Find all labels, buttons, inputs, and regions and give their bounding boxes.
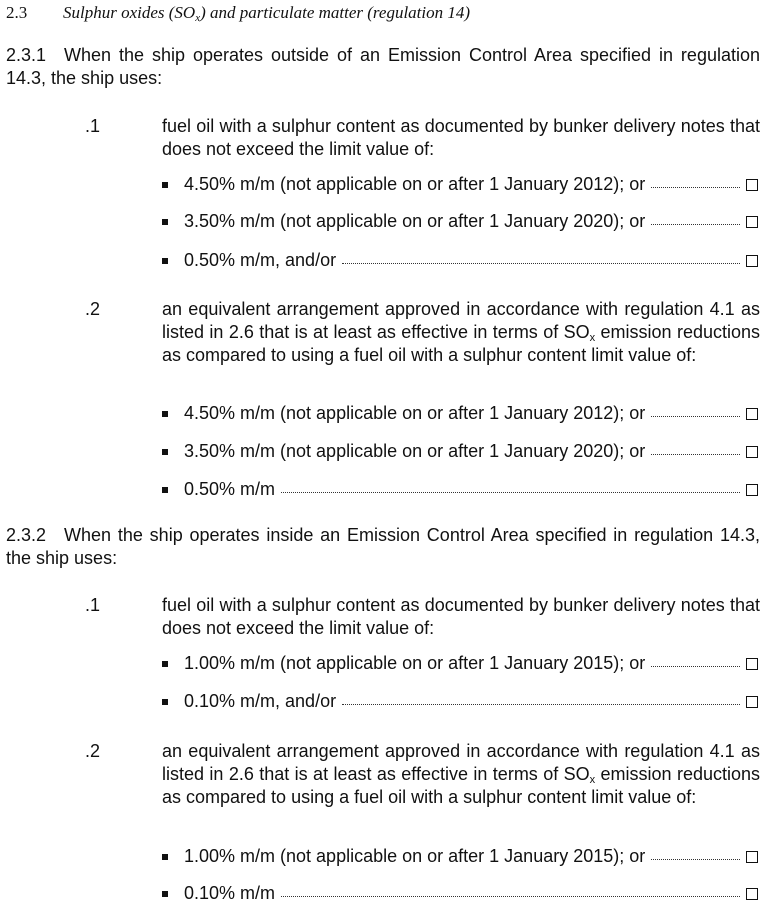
bullet-icon: [162, 891, 168, 897]
option-row: [162, 845, 768, 868]
dot-leader: [281, 896, 740, 897]
option-row: [162, 652, 768, 675]
option-label: 0.10% m/m, and/or: [184, 691, 337, 711]
bullet-icon: [162, 411, 168, 417]
dot-leader: [651, 666, 740, 667]
option-row: [162, 690, 768, 713]
bullet-icon: [162, 487, 168, 493]
option-label: 3.50% m/m (not applicable on or after 1 January 2020); or: [184, 441, 646, 461]
paragraph-2-3-2: [6, 524, 760, 570]
dot-leader: [342, 263, 740, 264]
option-label: 0.10% m/m: [184, 883, 276, 903]
option-label: 1.00% m/m (not applicable on or after 1 January 2015); or: [184, 846, 646, 866]
item-text: fuel oil with a sulphur content as documented by bunker delivery notes that does not exceed the limit value of:: [162, 595, 760, 638]
option-label: 3.50% m/m (not applicable on or after 1 January 2020); or: [184, 211, 646, 231]
paragraph-number: 2.3.2: [6, 525, 47, 545]
paragraph-text: When the ship operates inside an Emission Control Area specified in regulation 14.3, the ship uses:: [6, 525, 760, 568]
item-number: .2: [85, 741, 101, 761]
checkbox[interactable]: [746, 179, 758, 191]
option-row: [162, 173, 768, 196]
checkbox[interactable]: [746, 408, 758, 420]
paragraph-2-3-1: [6, 44, 760, 90]
bullet-icon: [162, 219, 168, 225]
section-number: 2.3: [6, 3, 28, 22]
dot-leader: [651, 224, 740, 225]
option-row: [162, 882, 768, 905]
option-label: 1.00% m/m (not applicable on or after 1 January 2015); or: [184, 653, 646, 673]
dot-leader: [281, 492, 740, 493]
item-text: fuel oil with a sulphur content as documented by bunker delivery notes that does not exceed the limit value of:: [162, 116, 760, 159]
dot-leader: [651, 859, 740, 860]
item-text: an equivalent arrangement approved in accordance with regulation 4.1 as listed in 2.6 that is at least as effective in terms of $SO_x$ emission reductions as compared to using a fuel oil with a sulphur content limit value of:: [162, 299, 760, 365]
dot-leader: [342, 704, 740, 705]
checkbox[interactable]: [746, 216, 758, 228]
section-title: Sulphur oxides $(SO_x)$ and particulate matter (regulation 14): [63, 3, 471, 24]
option-row: [162, 402, 768, 425]
item-number: .1: [85, 116, 101, 136]
checkbox[interactable]: [746, 446, 758, 458]
bullet-icon: [162, 699, 168, 705]
option-row: [162, 478, 768, 501]
bullet-icon: [162, 449, 168, 455]
bullet-icon: [162, 661, 168, 667]
checkbox[interactable]: [746, 658, 758, 670]
bullet-icon: [162, 854, 168, 860]
paragraph-text: When the ship operates outside of an Emission Control Area specified in regulation 14.3, the ship uses:: [6, 45, 760, 88]
section-heading: [6, 2, 470, 24]
dot-leader: [651, 416, 740, 417]
option-label: 0.50% m/m, and/or: [184, 250, 337, 270]
option-label: 4.50% m/m (not applicable on or after 1 January 2012); or: [184, 174, 646, 194]
bullet-icon: [162, 258, 168, 264]
item-text: an equivalent arrangement approved in accordance with regulation 4.1 as listed in 2.6 that is at least as effective in terms of $SO_x$ emission reductions as compared to using a fuel oil with a sulphur content limit value of:: [162, 741, 760, 807]
option-row: [162, 210, 768, 233]
item-number: .1: [85, 595, 101, 615]
dot-leader: [651, 187, 740, 188]
checkbox[interactable]: [746, 851, 758, 863]
checkbox[interactable]: [746, 484, 758, 496]
dot-leader: [651, 454, 740, 455]
option-row: [162, 440, 768, 463]
checkbox[interactable]: [746, 255, 758, 267]
option-label: 0.50% m/m: [184, 479, 276, 499]
bullet-icon: [162, 182, 168, 188]
item-number: .2: [85, 299, 101, 319]
checkbox[interactable]: [746, 696, 758, 708]
option-label: 4.50% m/m (not applicable on or after 1 January 2012); or: [184, 403, 646, 423]
option-row: [162, 249, 768, 272]
paragraph-number: 2.3.1: [6, 45, 47, 65]
checkbox[interactable]: [746, 888, 758, 900]
